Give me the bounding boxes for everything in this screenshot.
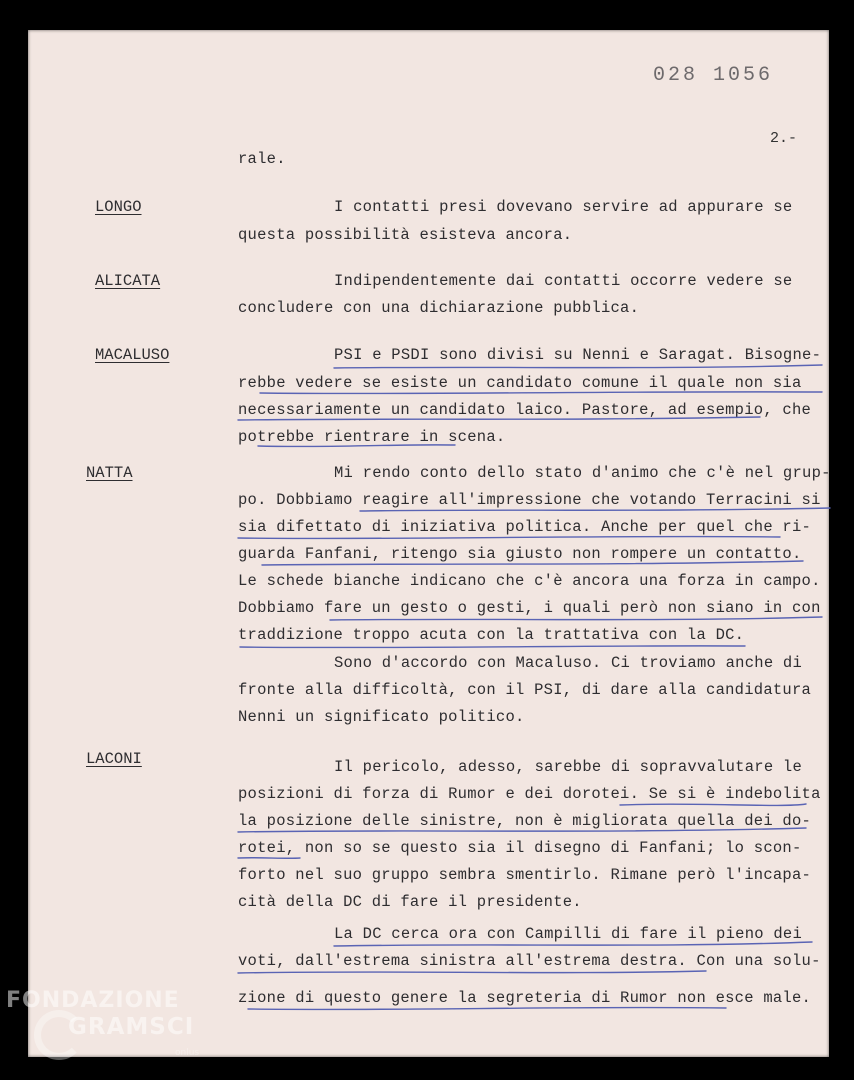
text-line: questa possibilità esisteva ancora. (238, 226, 573, 244)
text-line: PSI e PSDI sono divisi su Nenni e Saragat. Bisogne- (334, 346, 822, 364)
text-line: Mi rendo conto dello stato d'animo che c'è nel grup- (334, 464, 831, 482)
opening-line: rale. (238, 150, 286, 168)
text-line: la posizione delle sinistre, non è migliorata quella dei do- (238, 812, 812, 830)
text-line: fronte alla difficoltà, con il PSI, di dare alla candidatura (238, 681, 812, 699)
text-line: La DC cerca ora con Campilli di fare il pieno dei (334, 925, 803, 943)
watermark (6, 988, 194, 1040)
text-line: Le schede bianche indicano che c'è ancora una forza in campo. (238, 572, 821, 590)
text-line: potrebbe rientrare in scena. (238, 428, 506, 446)
speaker-natta: NATTA (86, 464, 133, 482)
speaker-macaluso: MACALUSO (95, 346, 170, 364)
watermark-line1: FONDAZIONE (6, 988, 180, 1013)
text-line: voti, dall'estrema sinistra all'estrema destra. Con una solu- (238, 952, 821, 970)
text-line: traddizione troppo acuta con la trattativa con la DC. (238, 626, 745, 644)
text-line: necessariamente un candidato laico. Pastore, ad esempio, che (238, 401, 812, 419)
text-line: guarda Fanfani, ritengo sia giusto non rompere un contatto. (238, 545, 802, 563)
text-line: Dobbiamo fare un gesto o gesti, i quali però non siano in con (238, 599, 821, 617)
text-line: rebbe vedere se esiste un candidato comune il quale non sia (238, 374, 802, 392)
text-line: I contatti presi dovevano servire ad appurare se (334, 198, 793, 216)
text-line: Il pericolo, adesso, sarebbe di sopravvalutare le (334, 758, 803, 776)
text-line: forto nel suo gruppo sembra smentirlo. Rimane però l'incapa- (238, 866, 812, 884)
text-line: rotei, non so se questo sia il disegno di Fanfani; lo scon- (238, 839, 802, 857)
text-line: cità della DC di fare il presidente. (238, 893, 582, 911)
speaker-laconi: LACONI (86, 750, 142, 768)
text-line: po. Dobbiamo reagire all'impressione che votando Terracini si (238, 491, 821, 509)
speaker-longo: LONGO (95, 198, 142, 216)
text-line: Nenni un significato politico. (238, 708, 525, 726)
text-line: zione di questo genere la segreteria di Rumor non esce male. (238, 989, 812, 1007)
text-line: sia difettato di iniziativa politica. Anche per quel che ri- (238, 518, 812, 536)
text-line: Indipendentemente dai contatti occorre vedere se (334, 272, 793, 290)
page-number: 2.- (770, 130, 798, 147)
text-line: posizioni di forza di Rumor e dei dorotei. Se si è indebolita (238, 785, 821, 803)
text-line: concludere con una dichiarazione pubblica. (238, 299, 640, 317)
watermark-sub: onlus (175, 1048, 200, 1058)
speaker-alicata: ALICATA (95, 272, 161, 290)
text-line: Sono d'accordo con Macaluso. Ci troviamo anche di (334, 654, 803, 672)
archive-number: 028 1056 (653, 64, 774, 87)
watermark-line2: GRAMSCI (68, 1014, 195, 1040)
